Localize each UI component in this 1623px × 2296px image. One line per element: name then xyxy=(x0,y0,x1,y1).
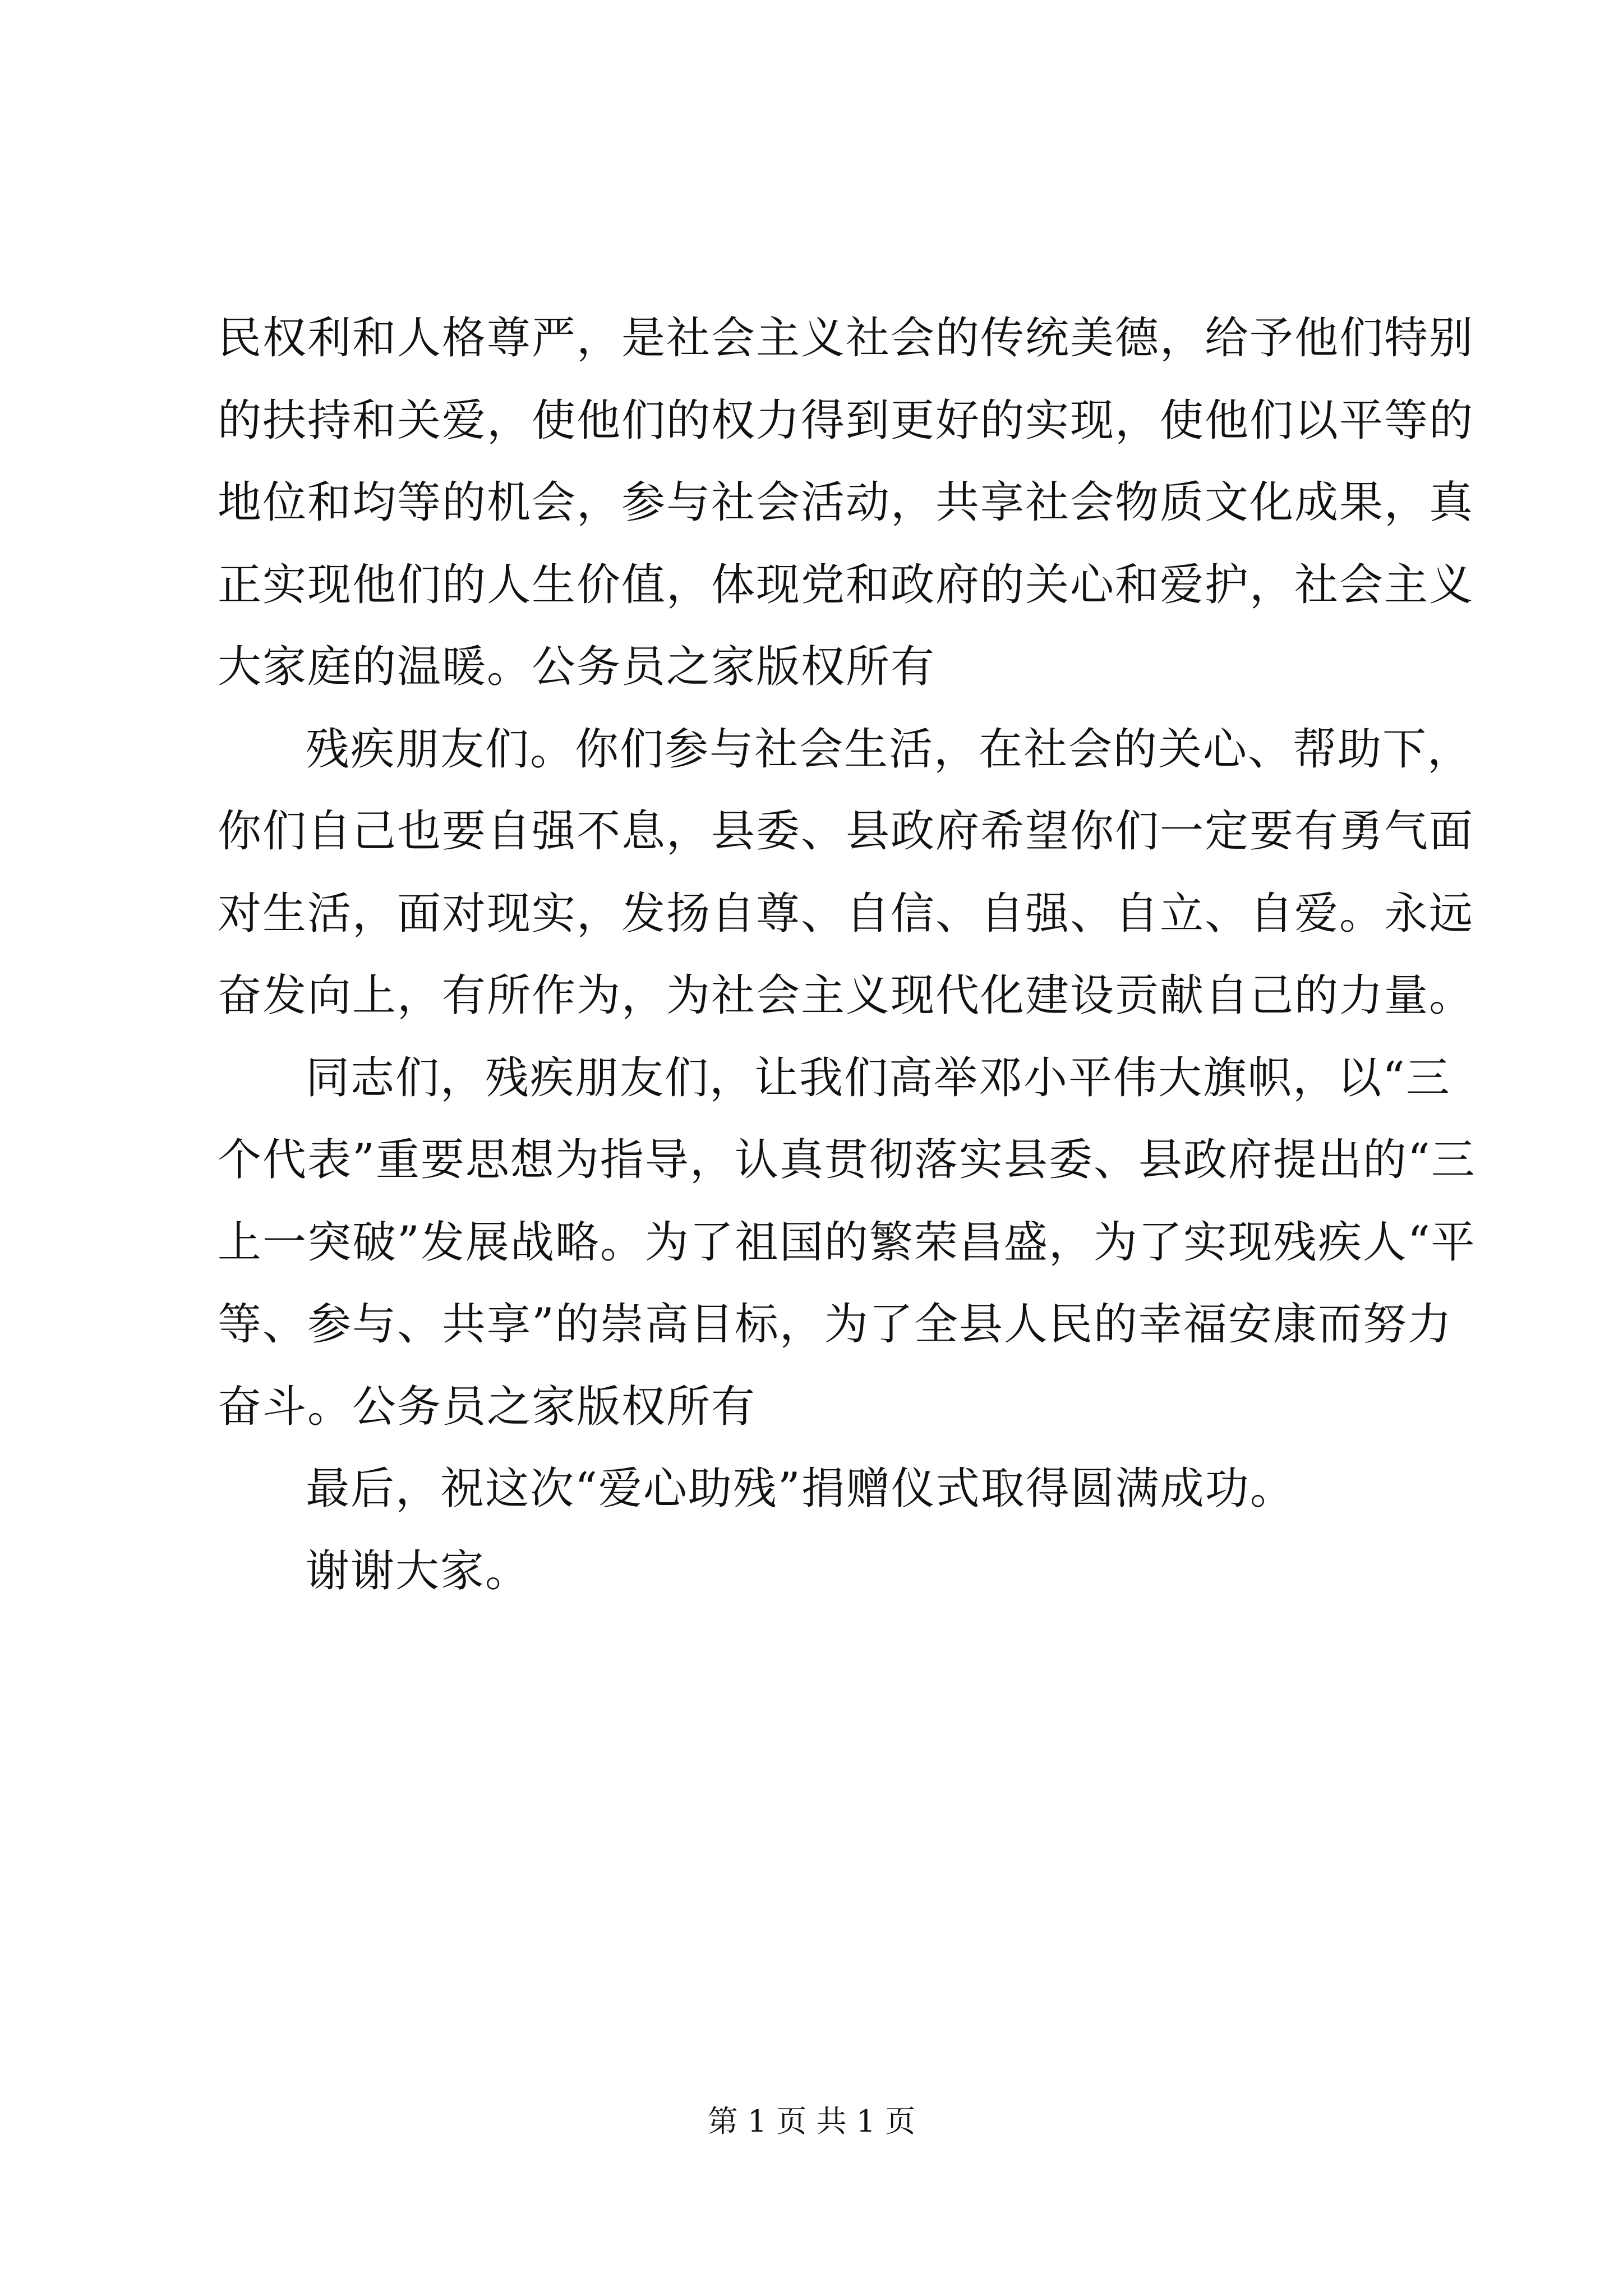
text-line: 奋斗。公务员之家版权所有 xyxy=(218,1381,757,1432)
text-line: 个代表”重要思想为指导，认真贯彻落实县委、县政府提出的“三 xyxy=(218,1135,1476,1185)
paragraph-first-line: 最后，祝这次“爱心助残”捐赠仪式取得圆满成功。 xyxy=(306,1464,1295,1514)
paragraph-first-line: 残疾朋友们。你们参与社会生活，在社会的关心、帮助下， xyxy=(306,724,1473,775)
text-line: 奋发向上，有所作为，为社会主义现代化建设贡献自己的力量。 xyxy=(218,970,1474,1021)
text-line: 的扶持和关爱，使他们的权力得到更好的实现，使他们以平等的 xyxy=(218,395,1474,446)
text-line: 地位和均等的机会，参与社会活动，共享社会物质文化成果，真 xyxy=(218,477,1474,528)
text-line: 对生活，面对现实，发扬自尊、自信、自强、自立、自爱。永远 xyxy=(218,888,1474,939)
document-body xyxy=(218,297,1476,1612)
text-line: 你们自己也要自强不息，县委、县政府希望你们一定要有勇气面 xyxy=(218,806,1474,857)
text-line: 等、参与、共享”的崇高目标，为了全县人民的幸福安康而努力 xyxy=(218,1299,1453,1350)
text-line: 上一突破”发展战略。为了祖国的繁荣昌盛，为了实现残疾人“平 xyxy=(218,1217,1476,1268)
text-line: 民权利和人格尊严，是社会主义社会的传统美德，给予他们特别 xyxy=(218,313,1474,364)
page-footer: 第 1 页 共 1 页 xyxy=(707,2104,916,2139)
paragraph-first-line: 同志们，残疾朋友们，让我们高举邓小平伟大旗帜，以“三 xyxy=(306,1052,1451,1103)
paragraph-first-line: 谢谢大家。 xyxy=(306,1545,531,1596)
text-line: 正实现他们的人生价值，体现党和政府的关心和爱护，社会主义 xyxy=(218,559,1474,610)
text-line: 大家庭的温暖。公务员之家版权所有 xyxy=(218,642,936,692)
